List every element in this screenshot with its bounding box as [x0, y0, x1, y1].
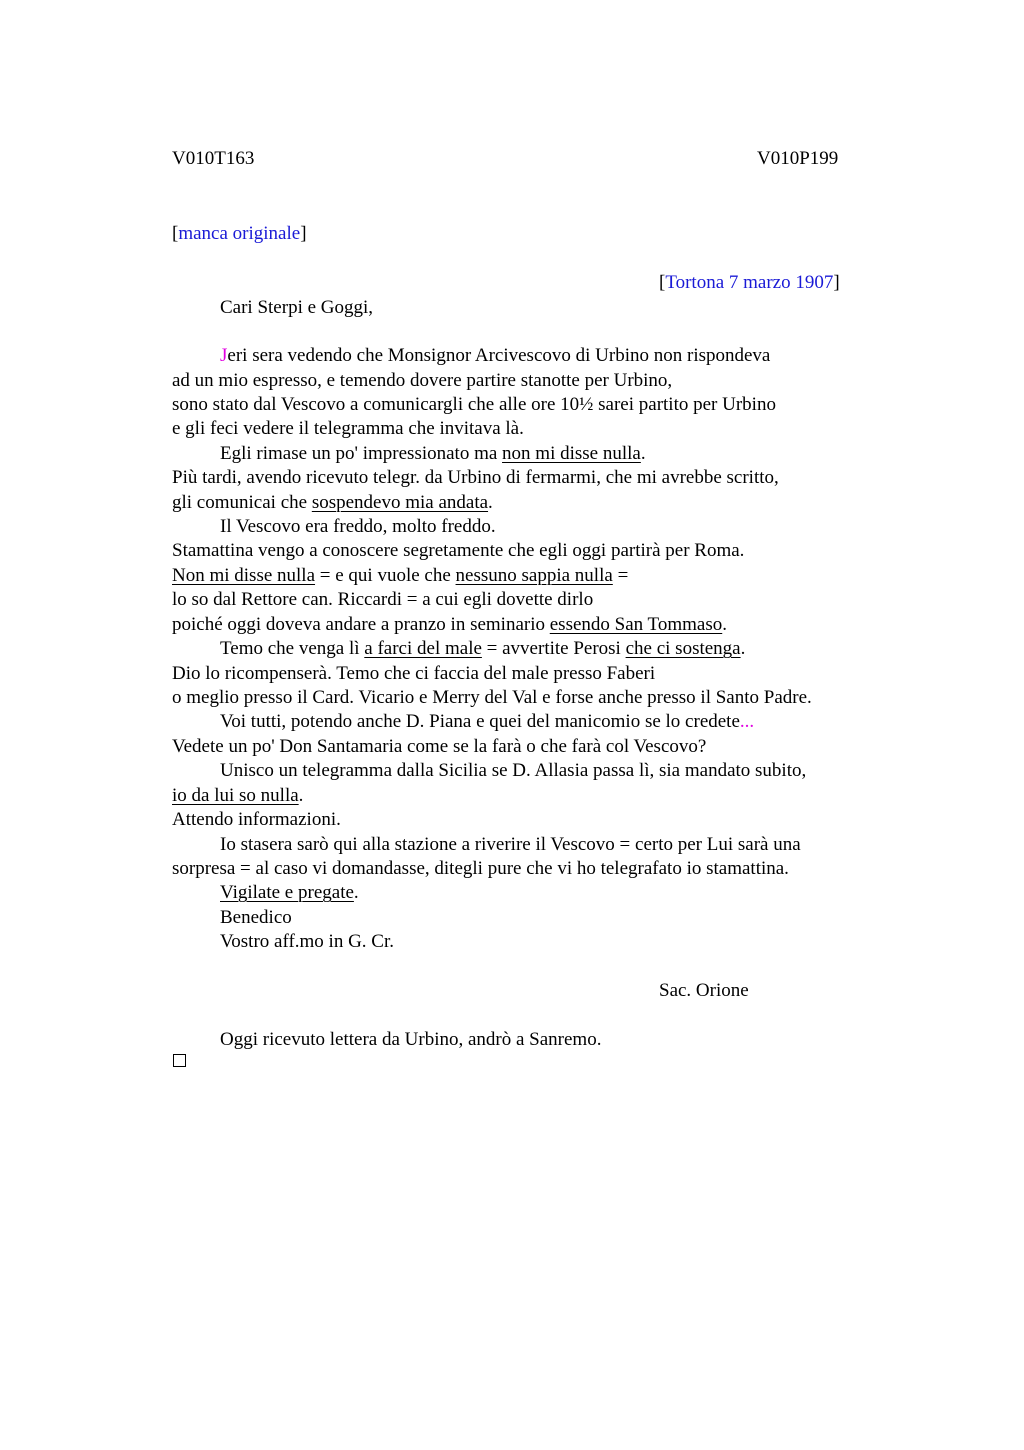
body-text: .: [353, 882, 359, 903]
missing-original-text: manca originale: [178, 223, 301, 244]
underlined-text: Non mi disse nulla: [172, 565, 316, 586]
body-line-17: Vedete un po' Don Santamaria come se la farà o che farà col Vescovo?: [172, 736, 707, 757]
body-line-4: e gli feci vedere il telegramma che invitava là.: [172, 418, 524, 439]
body-text: =: [612, 565, 629, 586]
body-line-18: Unisco un telegramma dalla Sicilia se D. Allasia passa lì, sia mandato subito,: [220, 760, 807, 781]
body-line-9: Stamattina vengo a conoscere segretamente che egli oggi partirà per Roma.: [172, 540, 745, 561]
missing-original-note: [172, 222, 307, 246]
header-left-code: V010T163: [172, 148, 255, 169]
body-line-16: [220, 710, 754, 734]
body-text: = avvertite Perosi: [481, 638, 626, 659]
underlined-text: essendo San Tommaso: [549, 614, 723, 635]
body-text: Voi tutti, potendo anche D. Piana e quei del manicomio se lo credete: [220, 711, 740, 732]
body-line-15: o meglio presso il Card. Vicario e Merry del Val e forse anche presso il Santo Padre.: [172, 687, 812, 708]
body-line-25: Vostro aff.mo in G. Cr.: [220, 931, 394, 952]
bracket-close: ]: [833, 272, 840, 293]
body-text: .: [298, 785, 304, 806]
body-text: .: [640, 443, 646, 464]
bracket-open: [: [659, 272, 666, 293]
body-line-21: Io stasera sarò qui alla stazione a riverire il Vescovo = certo per Lui sarà una: [220, 834, 801, 855]
date-text: Tortona 7 marzo 1907: [665, 272, 834, 293]
body-text: Temo che venga lì: [220, 638, 365, 659]
underlined-text: Vigilate e pregate: [220, 882, 354, 903]
body-line-24: Benedico: [220, 907, 292, 928]
body-line-8: Il Vescovo era freddo, molto freddo.: [220, 516, 496, 537]
body-text: Egli rimase un po' impressionato ma: [220, 443, 503, 464]
body-line-23: [220, 881, 359, 905]
body-line-7: [172, 491, 493, 515]
body-text: .: [740, 638, 746, 659]
initial-letter: J: [220, 345, 228, 366]
body-text: eri sera vedendo che Monsignor Arcivescovo di Urbino non rispondeva: [227, 345, 771, 366]
signature: Sac. Orione: [659, 980, 749, 1001]
body-text: = e qui vuole che: [315, 565, 456, 586]
body-line-14: Dio lo ricompenserà. Temo che ci faccia del male presso Faberi: [172, 663, 656, 684]
letter-date: [659, 271, 840, 295]
body-text: poiché oggi doveva andare a pranzo in seminario: [172, 614, 550, 635]
body-line-12: [172, 613, 727, 637]
body-line-20: Attendo informazioni.: [172, 809, 341, 830]
underlined-text: a farci del male: [364, 638, 482, 659]
body-line-6: Più tardi, avendo ricevuto telegr. da Urbino di fermarmi, che mi avrebbe scritto,: [172, 467, 779, 488]
bracket-close: ]: [300, 223, 307, 244]
body-line-5: [220, 442, 646, 466]
header-right-code: V010P199: [757, 148, 839, 169]
underlined-text: sospendevo mia andata: [311, 492, 489, 513]
postscript: Oggi ricevuto lettera da Urbino, andrò a Sanremo.: [220, 1029, 602, 1050]
body-line-3: sono stato dal Vescovo a comunicargli che alle ore 10½ sarei partito per Urbino: [172, 394, 776, 415]
body-text: .: [722, 614, 727, 635]
body-line-2: ad un mio espresso, e temendo dovere partire stanotte per Urbino,: [172, 370, 673, 391]
body-text: gli comunicai che: [172, 492, 312, 513]
underlined-text: che ci sostenga: [625, 638, 741, 659]
underlined-text: non mi disse nulla: [502, 443, 641, 464]
ellipsis: ...: [739, 711, 755, 732]
body-line-11: lo so dal Rettore can. Riccardi = a cui egli dovette dirlo: [172, 589, 594, 610]
body-line-22: sorpresa = al caso vi domandasse, ditegli pure che vi ho telegrafato io stamattina.: [172, 858, 789, 879]
underlined-text: io da lui so nulla: [172, 785, 299, 806]
checkbox-square-icon: [173, 1054, 186, 1067]
body-line-13: [220, 637, 745, 661]
body-line-19: [172, 784, 303, 808]
body-text: .: [488, 492, 493, 513]
body-line-1: [220, 344, 770, 368]
bracket-open: [: [172, 223, 179, 244]
underlined-text: nessuno sappia nulla: [455, 565, 613, 586]
body-line-10: [172, 564, 628, 588]
salutation: Cari Sterpi e Goggi,: [220, 297, 374, 318]
